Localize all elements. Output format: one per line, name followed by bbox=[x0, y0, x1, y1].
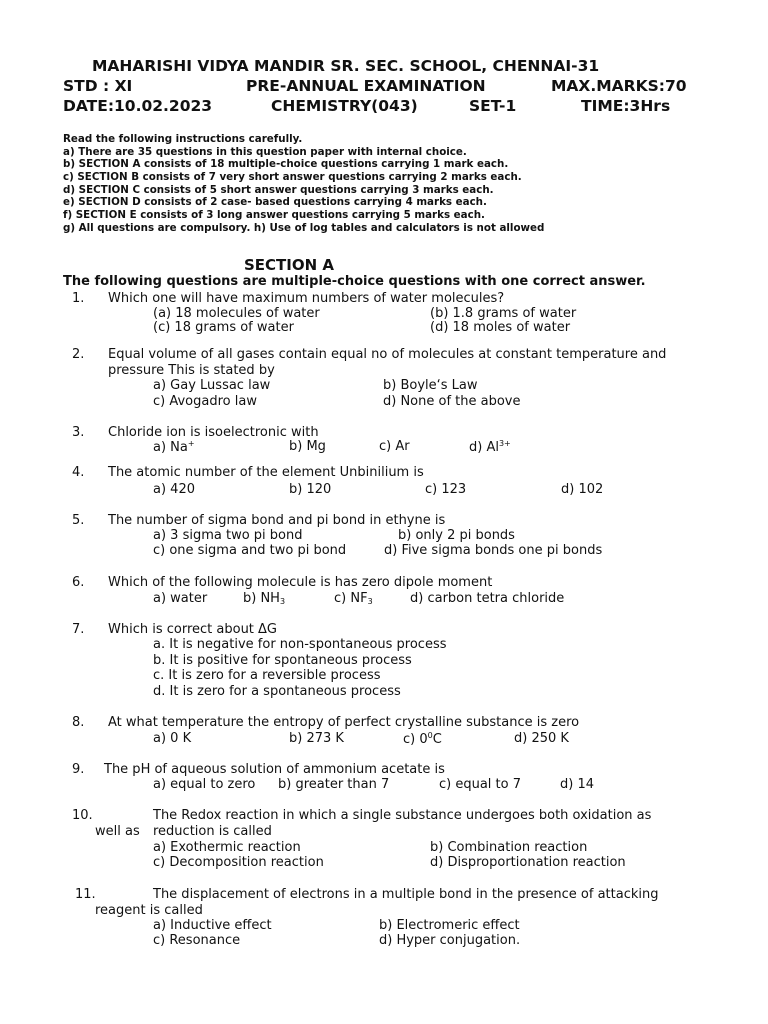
question-number: 10. bbox=[72, 808, 93, 823]
instruction-item: g) All questions are compulsory. h) Use of log tables and calculators is not allowed bbox=[63, 222, 545, 234]
option-c: c) one sigma and two pi bond bbox=[153, 543, 347, 558]
option-c: c) Decomposition reaction bbox=[153, 855, 324, 870]
question-text: Which of the following molecule is has zero dipole moment bbox=[108, 575, 493, 590]
option-a: a) Inductive effect bbox=[153, 918, 272, 933]
option-b: b) $NH_3$ bbox=[243, 591, 286, 606]
section-title: SECTION A bbox=[244, 256, 335, 274]
option-a: a) equal to zero bbox=[153, 777, 256, 792]
school-name: MAHARISHI VIDYA MANDIR SR. SEC. SCHOOL, CHENNAI-31 bbox=[92, 57, 600, 75]
option-d: d) 250 K bbox=[514, 731, 569, 746]
std-label: STD : XI bbox=[63, 77, 133, 95]
option-d: d. It is zero for a spontaneous process bbox=[153, 684, 401, 699]
option-d: (d) 18 moles of water bbox=[430, 320, 571, 335]
question-number: 3. bbox=[72, 425, 85, 440]
exam-date: DATE:10.02.2023 bbox=[63, 97, 213, 115]
question-text: Equal volume of all gases contain equal no of molecules at constant temperature and bbox=[108, 347, 667, 362]
question-text: The number of sigma bond and pi bond in ethyne is bbox=[108, 513, 446, 528]
set-label: SET-1 bbox=[469, 97, 517, 115]
question-number: 11. bbox=[75, 887, 96, 902]
option-d: d) Disproportionation reaction bbox=[430, 855, 626, 870]
question-text: Which one will have maximum numbers of water molecules? bbox=[108, 291, 505, 306]
option-d: d) 14 bbox=[560, 777, 594, 792]
question-text: At what temperature the entropy of perfect crystalline substance is zero bbox=[108, 715, 580, 730]
question-text-cont: reagent is called bbox=[95, 903, 203, 918]
question-number: 2. bbox=[72, 347, 85, 362]
option-b: (b) 1.8 grams of water bbox=[430, 306, 577, 321]
question-number: 9. bbox=[72, 762, 85, 777]
option-b: b) Mg bbox=[289, 439, 326, 454]
question-number: 5. bbox=[72, 513, 85, 528]
option-b: b) greater than 7 bbox=[278, 777, 390, 792]
instruction-item: c) SECTION B consists of 7 very short answer questions carrying 2 marks each. bbox=[63, 171, 522, 183]
option-b: b) Electromeric effect bbox=[379, 918, 520, 933]
subject-code: CHEMISTRY(043) bbox=[271, 97, 418, 115]
option-c: c) $0^0C$ bbox=[403, 731, 442, 747]
instruction-item: b) SECTION A consists of 18 multiple-choice questions carrying 1 mark each. bbox=[63, 158, 509, 170]
option-a: a. It is negative for non-spontaneous process bbox=[153, 637, 447, 652]
option-a: a) Gay Lussac law bbox=[153, 378, 271, 393]
question-number: 6. bbox=[72, 575, 85, 590]
instruction-item: d) SECTION C consists of 5 short answer questions carrying 3 marks each. bbox=[63, 184, 494, 196]
option-a: a) 0 K bbox=[153, 731, 192, 746]
question-number: 4. bbox=[72, 465, 85, 480]
option-b: b) Boyle‘s Law bbox=[383, 378, 478, 393]
option-d: d) carbon tetra chloride bbox=[410, 591, 565, 606]
option-c: (c) 18 grams of water bbox=[153, 320, 294, 335]
exam-title: PRE-ANNUAL EXAMINATION bbox=[246, 77, 486, 95]
question-number: 1. bbox=[72, 291, 85, 306]
option-c: c) Ar bbox=[379, 439, 410, 454]
option-d: d) Hyper conjugation. bbox=[379, 933, 521, 948]
option-c: c) Avogadro law bbox=[153, 394, 257, 409]
question-text: The displacement of electrons in a multiple bond in the presence of attacking bbox=[153, 887, 659, 902]
question-text: The atomic number of the element Unbinilium is bbox=[108, 465, 424, 480]
option-b: b) Combination reaction bbox=[430, 840, 588, 855]
exam-time: TIME:3Hrs bbox=[581, 97, 671, 115]
instruction-item: a) There are 35 questions in this question paper with internal choice. bbox=[63, 146, 467, 158]
option-a: a) 3 sigma two pi bond bbox=[153, 528, 303, 543]
option-c: c) 123 bbox=[425, 482, 467, 497]
option-d: d) 102 bbox=[561, 482, 604, 497]
question-text: Which is correct about ΔG bbox=[108, 622, 277, 637]
option-c: c. It is zero for a reversible process bbox=[153, 668, 381, 683]
instruction-item: f) SECTION E consists of 3 long answer questions carrying 5 marks each. bbox=[63, 209, 485, 221]
option-d: d) $Al^{3+}$ bbox=[469, 439, 511, 455]
option-a: a) water bbox=[153, 591, 208, 606]
option-c: c) equal to 7 bbox=[439, 777, 522, 792]
option-a: a) Exothermic reaction bbox=[153, 840, 301, 855]
max-marks: MAX.MARKS:70 bbox=[551, 77, 687, 95]
question-text-cont: pressure This is stated by bbox=[108, 363, 275, 378]
instruction-item: e) SECTION D consists of 2 case- based questions carrying 4 marks each. bbox=[63, 196, 487, 208]
question-number: 7. bbox=[72, 622, 85, 637]
question-text: The Redox reaction in which a single substance undergoes both oxidation as bbox=[153, 808, 652, 823]
question-text: The pH of aqueous solution of ammonium acetate is bbox=[104, 762, 445, 777]
option-d: d) Five sigma bonds one pi bonds bbox=[384, 543, 603, 558]
option-b: b) only 2 pi bonds bbox=[398, 528, 515, 543]
option-b: b) 120 bbox=[289, 482, 332, 497]
instruction-heading: Read the following instructions carefully. bbox=[63, 133, 303, 145]
option-c: c) Resonance bbox=[153, 933, 241, 948]
option-b: b) 273 K bbox=[289, 731, 344, 746]
question-text-cont: well as bbox=[95, 824, 140, 839]
question-text: Chloride ion is isoelectronic with bbox=[108, 425, 319, 440]
question-text-cont: reduction is called bbox=[153, 824, 272, 839]
option-d: d) None of the above bbox=[383, 394, 521, 409]
option-a: a) Na+ bbox=[153, 439, 195, 455]
option-a: a) 420 bbox=[153, 482, 195, 497]
question-number: 8. bbox=[72, 715, 85, 730]
option-b: b. It is positive for spontaneous process bbox=[153, 653, 412, 668]
section-subtitle: The following questions are multiple-choice questions with one correct answer. bbox=[63, 274, 646, 289]
option-a: (a) 18 molecules of water bbox=[153, 306, 320, 321]
option-c: c) $NF_3$ bbox=[334, 591, 373, 606]
